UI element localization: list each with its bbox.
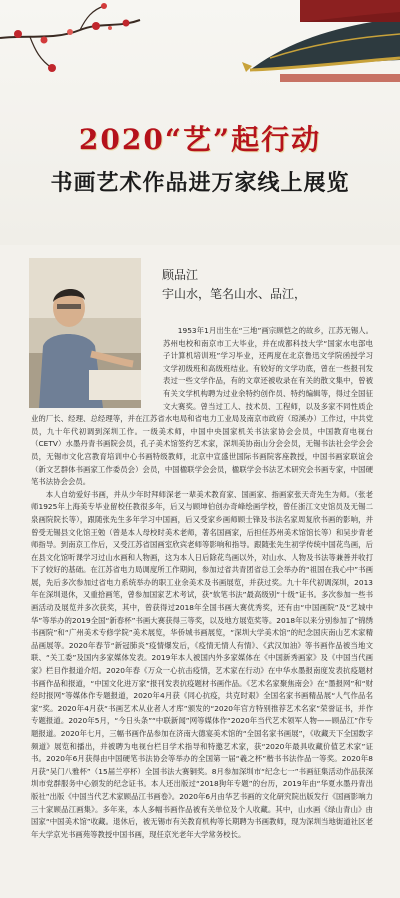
bio-paragraph-1: 1953年1月出生在“三地”画宗顾恺之的故乡，江苏无锡人。苏州电校和南京市工大毕业，并在成都科技大学“国家水电部电子计算机培训班”学习毕业，还两度在北京鲁迅文学院函授学习文学初级班和高级班结业。有较好的文学功底，曾在一些报刊发表过一些文学作品，有的文章还被收录在有关的散文集中，曾被有关文学机构聘为过业余特约创作员、特约编辑等，得过全国征文大赛奖。曾当过工人、技术员、工程师，以及多家不同性质企业的厂长、经理、总经理等，并在江苏省水电局和省电力工业局及南京市政府（琼溪办）工作过，中共党员，九十年代初调到深圳工作。一级美术师，中国中央国家机关书法家协会会员，中国教育电视台（CETV）水墨丹青书画院会员，孔子美术馆签约艺术家，深圳美协南山分会会员，无锡书法社会学会会员，无锡市文化宫教育培训中心书画特级教师，北京中宣盛世国际书画院客座教授，中国书画家联谊会（新文艺群体书画家工作委员会）会员，中国楹联学会会员，楹联学会书法艺术研究会书画专家，中国硬笔书法协会会员。 <box>31 326 373 487</box>
exhibition-title-line-2: 书画艺术作品进万家线上展览 <box>50 170 350 196</box>
exhibition-title-line-1: 2020“艺”起行动 <box>78 123 322 156</box>
artist-biography <box>31 325 373 841</box>
artist-name: 顾品江 <box>162 268 199 282</box>
bio-paragraph-2: 本人自幼爱好书画，并从少年时拜师深老一辈美术教育家、国画家、指画家张天奇先生为师。（张老师1925年上海美专毕业留校任教很多年，后又与顾坤伯创办奇峰绘画学校，曾任浙江文史馆员及无锡二泉画院院长等），跟随张先生多年学习中国画，后又受家乡画师顾士锋及书法名家周复欣书画的影响，并曾受无锡县文化馆王勉（曾是本人母校时美术老师，著名国画家，后担任苏州美术馆馆长等）和吴步青老师指导。到南京工作后，又受江苏省国画室欣宾老师等影响和指导。跟随张先生初学传统中国花鸟画，后在县文化馆听课学习过山水画和人物画，这为本人日后除花鸟画以外，对山水、人物及书法等兼善并收打下了较好的基础。在江苏省电力局调度所工作期间，参加过省共青团省总工会举办的“祖国在我心中”书画展，先后多次参加过省电力系统举办的职工业余美术及书画展览，并获过奖。九十年代初调深圳，2013年在深圳退休，又重拾画笔，曾参加国家艺术考试，获“软笔书法”最高级别“十级”证书。多次参加一些书画活动及展览并多次获奖，其中，曾获得过2018年全国书画大赛优秀奖，还有由“中国画院”及“艺城中华”等举办的2019全国“新春杯”书画大赛获得三等奖，以及地方展览奖等。2018年以来分别参加了“锦绣书画院”和“广州美术专修学院”美术展览，华侨城书画展览，“深圳大学美术馆”的纪念国庆南山艺术家精品画展等。2020年春节“新冠肺炎”疫情爆发后，《疫情无情人有情》、《武汉加油》等书画作品被当地文联、“关工委”及国内多家媒体发表。2019年本人被国内外多家媒体在《中国新秀画家》及《中国当代画家》栏目作报道介绍。2020年春《万众一心抗击疫情，艺术家在行动》在中华水墨报南度发表抗疫题材书画作品和报道，“中国文化进万家”报刊发表抗疫题材书画作品。《艺术名家聚焦南会》在“墨报网”和“财经时报网”等媒体作专题报道，2020年4月获《同心抗疫，共克时艰》全国名家书画精品展“人气作品名家”奖。2020年4月获“书画艺术从业者人才库”颁发的“2020年官方特别推荐艺术名家”荣誉证书，并作专题报道。2020年5月，“今日头条”“中联新闻”网等媒体作“2020年当代艺术领军人物——顾品江”作专题报道。2020年七月，三幅书画作品参加在济南大德宴美术馆的“全国名家书画展”，《收藏天下全国数字频道》展览和播出，并被聘为电视台栏目学术指导和特邀艺术家，获“2020年最具收藏价值艺术家”证书。2020年6月获得由中国硬笔书法协会等举办的全国第一届“羲之杯”楷书书法作品一等奖。2020年8月获“吴门八雅杯”（15届兰亭杯）全国书法大赛铜奖。8月参加深圳市“纪念七一”书画征集活动作品获深圳市党群服务中心颁发的纪念证书。本人还出版过“2018狗年专题”的台历，2019年由“华夏水墨丹青出版社”出版《中国当代艺术家顾品江书画卷》。2020年6月由华艺书画的文化研究院出版发行《国画影响力三十家顾品江画集》。多年来，本人多幅书画作品被有关单位及个人收藏。其中，山水画《绿山青山》由国家“中国美术馆”收藏。退休后，被无锡市有关教育机构等长期聘为书画教师，现为深圳当地街道社区老年大学京光书画苑等教授中国书画，现任京光老年大学常务校长。 <box>31 489 373 839</box>
photo-wrap-spacer <box>31 325 163 410</box>
plum-blossom-branch-illustration <box>0 0 150 110</box>
palace-eaves-illustration <box>240 0 400 95</box>
artist-pen-names: 宇山水，笔名山水、品江， <box>162 287 307 301</box>
